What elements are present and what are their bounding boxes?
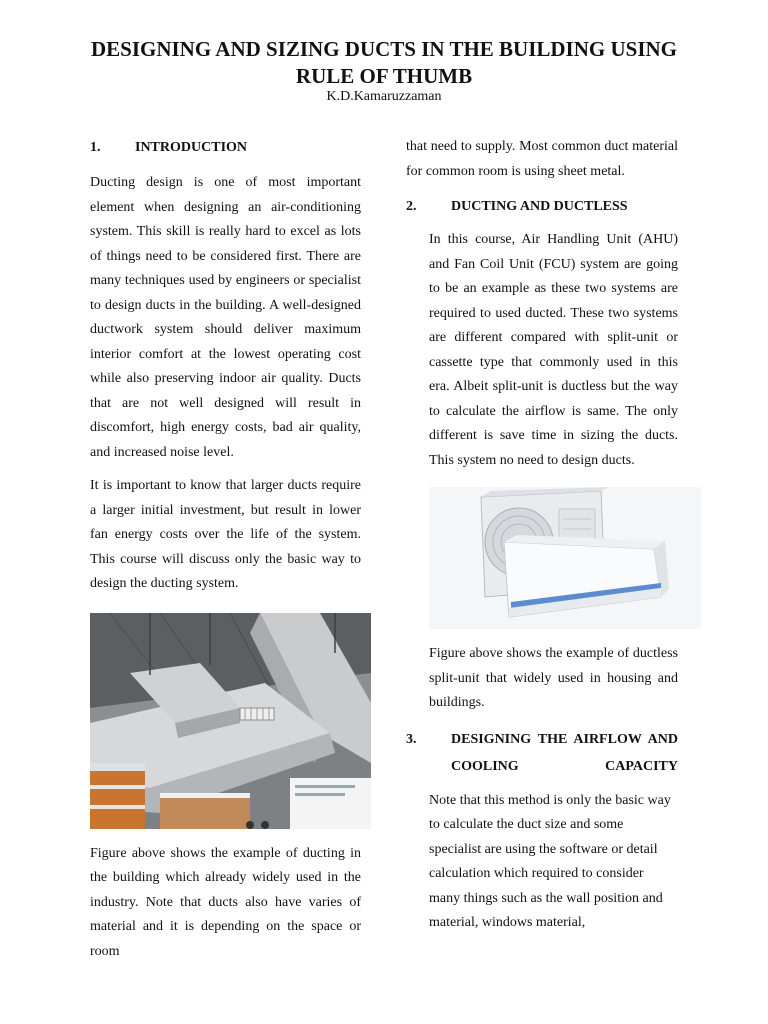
ducting-paragraph: In this course, Air Handling Unit (AHU) and Fan Coil Unit (FCU) system are going to be an example as these two systems are required to used ducted. These two systems are different compared with split-unit or cassette type that commonly used in this era. Albeit split-unit is ductless but the way to calculate the airflow is same. The only different is save time in sizing the ducts. This system no need to design ducts. bbox=[429, 232, 678, 468]
section-number: 3. bbox=[406, 731, 417, 747]
split-unit-illustration bbox=[429, 487, 701, 629]
section-number: 1. bbox=[90, 140, 101, 155]
document-title: DESIGNING AND SIZING DUCTS IN THE BUILDING USING RULE OF THUMB bbox=[90, 37, 677, 88]
airflow-paragraph: Note that this method is only the basic way to calculate the duct size and some specialist are using the software or detail calculation which required to consider many things such as the wall position and material, windows material, bbox=[429, 792, 671, 930]
continued-paragraph: that need to supply. Most common duct material for common room is using sheet metal. bbox=[406, 139, 678, 179]
intro-paragraph-1: Ducting design is one of most important element when designing an air-conditioning system. This skill is really hard to excel as lots of things need to be considered first. There are many techniques used by engineers or specialist to design ducts in the building. A well-designed ductwork system should deliver maximum interior comfort at the lowest operating cost while also preserving indoor air quality. Ducts that are not well designed will result in discomfort, high energy costs, bad air quality, and increased noise level. bbox=[90, 175, 361, 460]
section-title: DUCTING AND DUCTLESS bbox=[451, 199, 628, 214]
author-name: K.D.Kamaruzzaman bbox=[326, 89, 442, 104]
section-heading-introduction bbox=[90, 135, 361, 161]
section-heading-airflow bbox=[406, 726, 678, 780]
section-number: 2. bbox=[406, 199, 417, 214]
ducting-photo bbox=[90, 613, 371, 829]
section-title: DESIGNING THE AIRFLOW AND COOLING CAPACITY bbox=[451, 731, 678, 774]
intro-paragraph-2: It is important to know that larger ducts require a larger initial investment, but result in lower fan energy costs over the life of the system. This course will discuss only the basic way to design the ducting system. bbox=[90, 478, 361, 591]
section-title: INTRODUCTION bbox=[135, 140, 248, 155]
left-column bbox=[90, 136, 361, 964]
ducting-figure-caption: Figure above shows the example of ducting in the building which already widely used in the industry. Note that ducts also have varies of material and it is depending on the space or room bbox=[90, 845, 361, 959]
section-heading-ducting bbox=[406, 194, 678, 220]
ducting-illustration bbox=[90, 613, 371, 829]
split-unit-figure-caption: Figure above shows the example of ductless split-unit that widely used in housing and buildings. bbox=[429, 646, 678, 710]
split-unit-photo bbox=[429, 487, 701, 629]
right-column bbox=[406, 136, 678, 936]
